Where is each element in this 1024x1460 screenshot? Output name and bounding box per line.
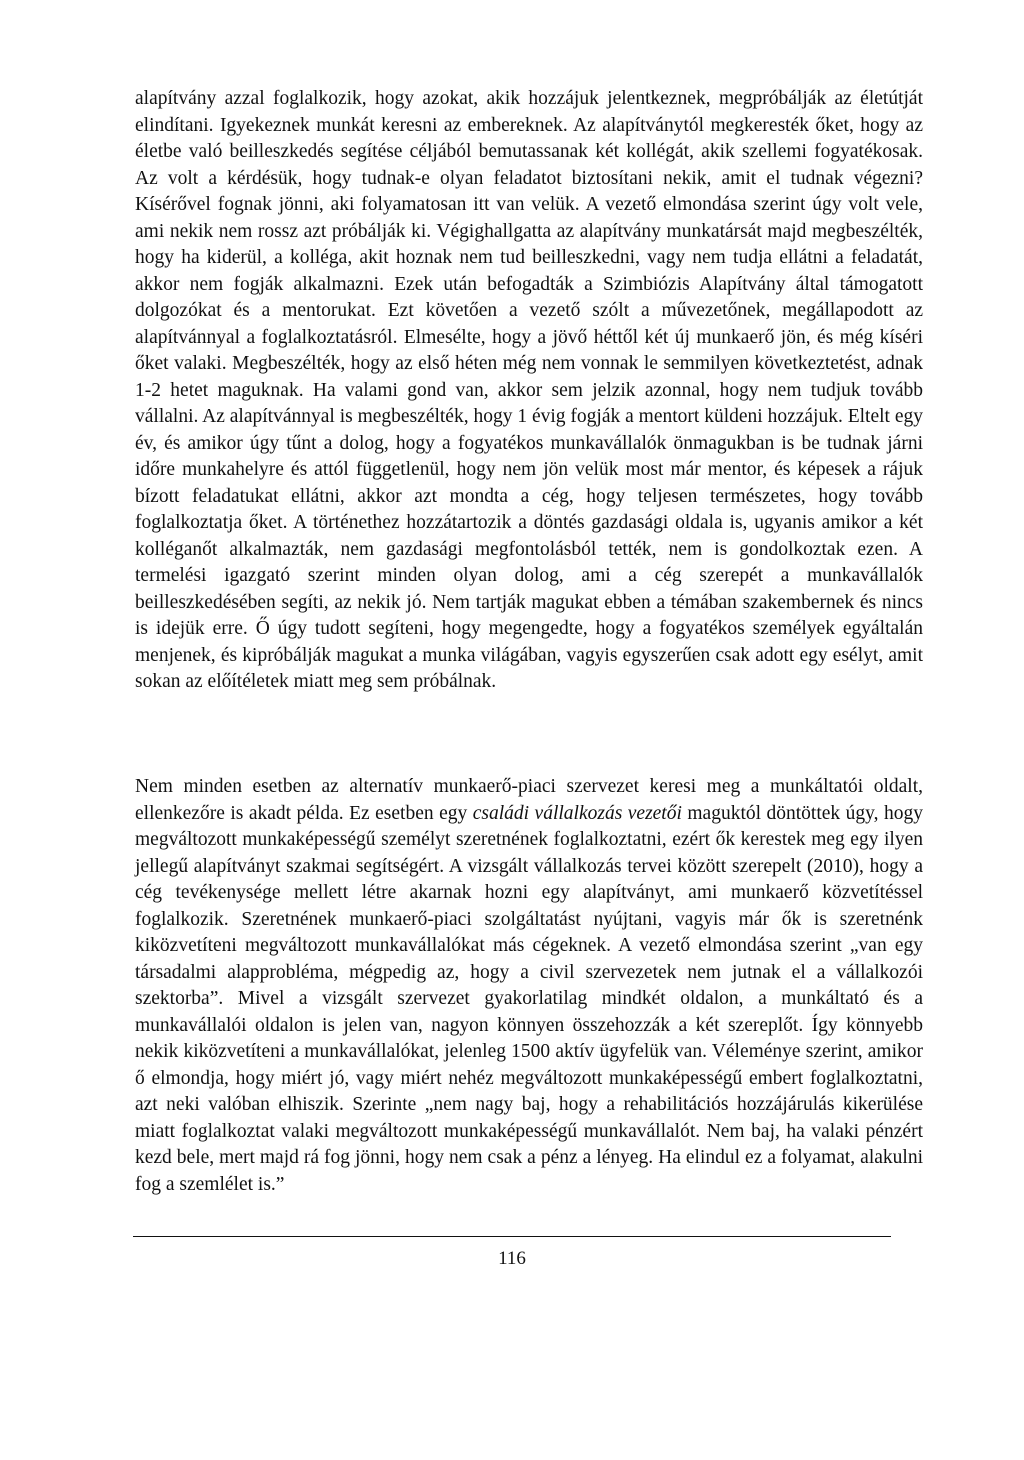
footer-divider	[133, 1236, 891, 1237]
paragraph-2-text-start: Nem minden esetben az alternatív munkaerő-piaci szervezet keresi meg a munkáltatói oldalt, ellenkezőre is akadt példa. Ez esetben egy	[135, 776, 923, 824]
paragraph-1-text: alapítvány azzal foglalkozik, hogy azokat, akik hozzájuk jelentkeznek, megpróbálják az életútját elindítani. Igyekeznek munkát keresni az embereknek. Az alapítványtól megkeresték őket, hogy az életbe való beilleszkedés segítése céljából bemutassanak két kollégát, akik szellemi fogyatékosak. Az volt a kérdésük, hogy tudnak-e olyan feladatot biztosítani nekik, amit el tudnak végezni? Kísérővel fognak jönni, aki folyamatosan itt van velük. A vezető elmondása szerint úgy volt vele, ami nekik nem rossz azt próbálják ki. Végighallgatta az alapítvány munkatársát majd megbeszélték, hogy ha kiderül, a kolléga, akit hoznak nem tud beilleszkedni, vagy nem tudja ellátni a feladatát, akkor nem fogják alkalmazni. Ezek után befogadták a Szimbiózis Alapítvány által támogatott dolgozókat és a mentorukat. Ezt követően a vezető szólt a művezetőnek, megállapodott az alapítvánnyal a foglalkoztatásról. Elmesélte, hogy a jövő héttől két új munkaerő jön, és még kíséri őket valaki. Megbeszélték, hogy az első héten még nem vonnak le semmilyen következtetést, adnak 1-2 hetet maguknak. Ha valami gond van, akkor sem jelzik azonnal, hogy nem tudjuk tovább vállalni. Az alapítvánnyal is megbeszélték, hogy 1 évig fogják a mentort küldeni hozzájuk. Eltelt egy év, és amikor úgy tűnt a dolog, hogy a fogyatékos munkavállalók önmagukban is be tudnak járni időre munkahelyre és attól függetlenül, hogy nem jön velük most már mentor, és képesek a rájuk bízott feladatukat ellátni, akkor azt mondta a cég, hogy teljesen természetes, hogy tovább foglalkoztatja őket. A történethez hozzátartozik a döntés gazdasági oldala is, ugyanis amikor a két kolléganőt alkalmazták, nem gazdasági megfontolásból tették, nem is gondolkoztak ezen. A termelési igazgató szerint minden olyan dolog, ami a cég szerepét a munkavállalók beilleszkedésében segíti, az nekik jó. Nem tartják magukat ebben a témában szakembernek és nincs is idejük erre. Ő úgy tudott segíteni, hogy megengedte, hogy a fogyatékos személyek egyáltalán menjenek, és kipróbálják magukat a munka világában, vagyis egyszerűen csak adott egy esélyt, amit sokan az előítéletek miatt meg sem próbálnak.	[135, 88, 923, 692]
paragraph-2-italic-phrase: családi vállalkozás vezetői	[472, 802, 682, 824]
page-number: 116	[498, 1248, 526, 1269]
body-paragraph-1	[135, 86, 923, 696]
paragraph-2-text-end: maguktól döntöttek úgy, hogy megváltozott munkaképességű személyt szeretnének foglalkoztatni, ezért ők kerestek meg egy ilyen jellegű alapítványt szakmai segítségért. A vizsgált vállalkozás tervei között szerepelt (2010), hogy a cég tevékenysége mellett létre akarnak hozni egy alapítványt, ami munkaerő közvetítéssel foglalkozik. Szeretnének munkaerő-piaci szolgáltatást nyújtani, vagyis már ők is szeretnénk kiközvetíteni megváltozott munkavállalókat más cégeknek. A vezető elmondása szerint „van egy társadalmi alapprobléma, mégpedig az, hogy a civil szervezetek nem jutnak el a vállalkozói szektorba”. Mivel a vizsgált szervezet gyakorlatilag mindkét oldalon, a munkáltató és a munkavállalói oldalon is jelen van, nagyon könnyen összehozzák a két szereplőt. Így könnyebb nekik kiközvetíteni a munkavállalókat, jelenleg 1500 aktív ügyfelük van. Véleménye szerint, amikor ő elmondja, hogy miért jó, vagy miért nehéz megváltozott munkaképességű embert foglalkoztatni, azt neki valóban elhiszik. Szerinte „nem nagy baj, hogy a rehabilitációs hozzájárulás kikerülése miatt foglalkoztat valaki megváltozott munkaképességű munkavállalót. Nem baj, ha valaki pénzért kezd bele, mert majd rá fog jönni, hogy nem csak a pénz a lényeg. Ha elindul ez a folyamat, alakulni fog a szemlélet is.”	[135, 802, 923, 1195]
body-paragraph-2	[135, 774, 923, 1198]
